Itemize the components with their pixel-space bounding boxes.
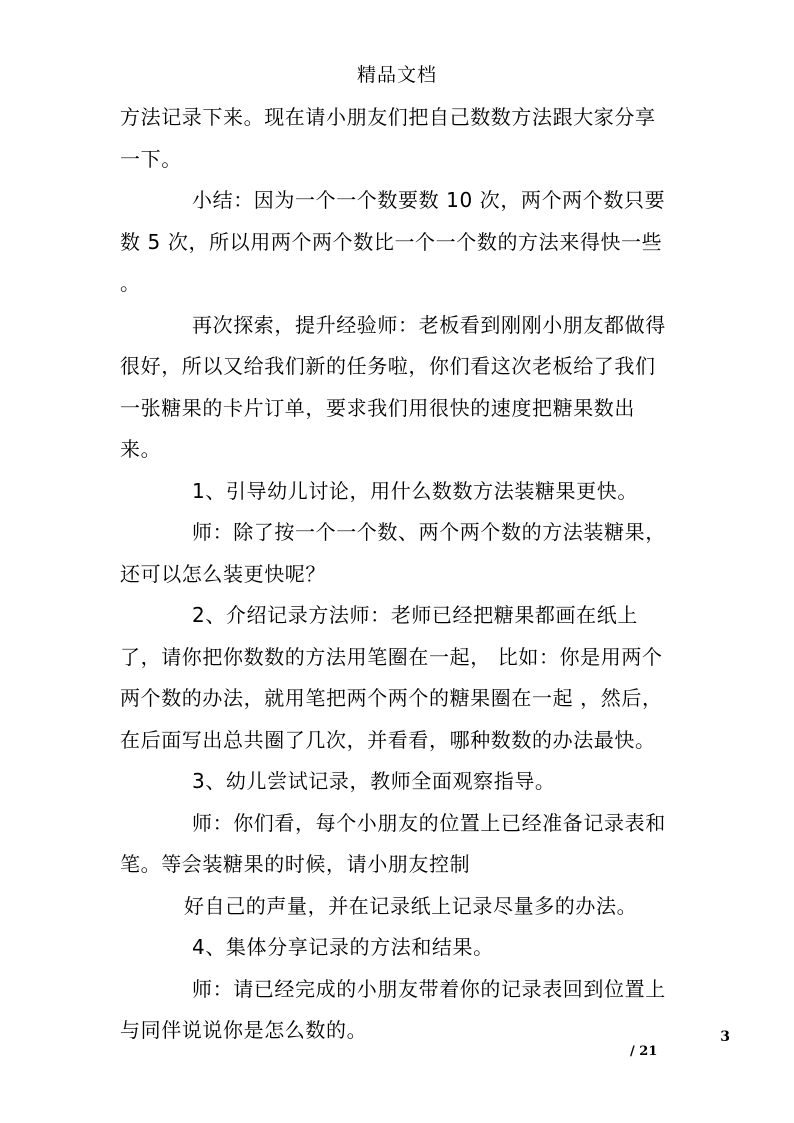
paragraph: 好自己的声量，并在记录纸上记录尽量多的办法。 [184,893,638,918]
paragraph: 2、介绍记录方法师：老师已经把糖果都画在纸上了，请你把你数数的方法用笔圈在一起， 比如：你是用两个两个数的办法，就用笔把两个两个的糖果圈在一起 ，然后，在后面写出总共圈了几次，并看看，哪种数数的办法最快。 [120,603,663,752]
paragraph: 师：请已经完成的小朋友带着你的记录表回到位置上与同伴说说你是怎么数的。 [120,976,666,1042]
paragraph: 1、引导幼儿讨论，用什么数数方法装糖果更快。 [192,478,638,503]
paragraph: 3、幼儿尝试记录，教师全面观察指导。 [192,769,556,793]
page-header-title: 精品文档 [356,64,437,86]
paragraph: 4、集体分享记录的方法和结果。 [192,935,494,959]
paragraph: 方法记录下来。现在请小朋友们把自己数数方法跟大家分享一下。 [120,105,656,171]
document-body [120,97,676,1052]
page-total: / 21 [630,1044,658,1059]
page-number: 3 [720,1029,730,1045]
paragraph: 再次探索，提升经验师：老板看到刚刚小朋友都做得很好，所以又给我们新的任务啦，你们看这次老板给了我们一张糖果的卡片订单，要求我们用很快的速度把糖果数出来。 [120,312,666,461]
paragraph: 师：除了按一个一个数、两个两个数的方法装糖果，还可以怎么装更快呢？ [120,520,666,586]
paragraph: 师：你们看，每个小朋友的位置上已经准备记录表和笔。等会装糖果的时候，请小朋友控制 [120,810,666,876]
paragraph: 小结：因为一个一个数要数 10 次，两个两个数只要数 5 次，所以用两个两个数比一个一个数的方法来得快一些 。 [120,188,666,295]
